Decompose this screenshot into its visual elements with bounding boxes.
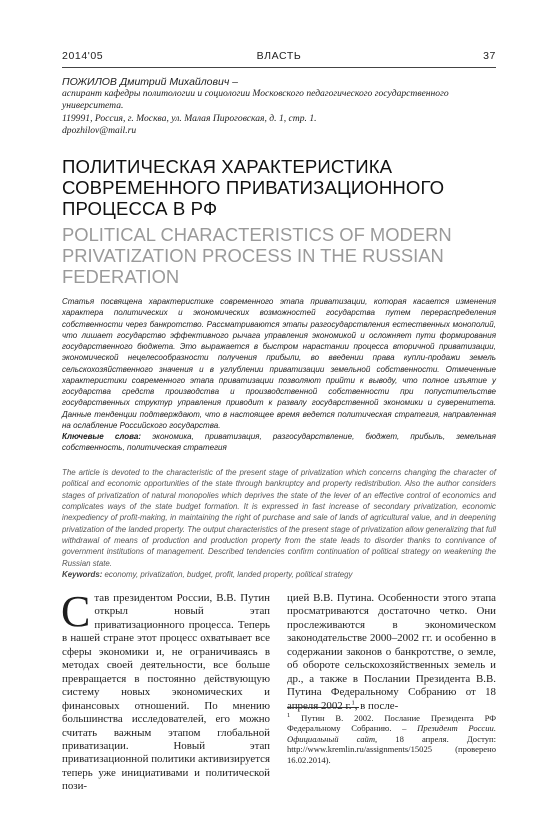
- author-name: ПОЖИЛОВ Дмитрий Михайлович –: [62, 76, 239, 88]
- body-text-left: тав президентом России, В.В. Путин открыл новый этап приватизационного процесса. Теперь в нашей стране этот процесс охватывает все сферы экономики и, не ограничиваясь в методах своей деятельности, все больше превращается в постоянно действующую систему новых экономических и финансовых отношений. По мнению большинства исследователей, его можно считать важным этапом глобальной приватизации. Новый этап приватизационной политики активизируется теперь уже инициативами и политической пози-: [62, 592, 270, 793]
- body-text-right: цией В.В. Путина. Особенности этого этапа просматриваются достаточно четко. Они прослеживаются в экономическом законодательстве 2000–2002 гг. и особенно в содержании законов о банкротстве, о земле, об обороте сельскохозяйственных земель и др., а также в Послании Президента В.В. Путина Федеральному Собранию от 18 апреля 2002 г.: [287, 592, 496, 712]
- header-divider: [62, 67, 496, 68]
- journal-name: ВЛАСТЬ: [256, 50, 302, 62]
- body-column-left: [61, 587, 270, 794]
- footnote-text-a: Путин В. 2002. Послание Президента РФ Федеральному Собранию. –: [287, 713, 496, 734]
- abstract-en: [62, 467, 496, 580]
- footnote-reference[interactable]: 1: [351, 699, 355, 706]
- keywords-en: [62, 569, 496, 580]
- abstract-ru: [62, 296, 496, 454]
- footnote-text-b: , 18 апреля. Доступ: http://www.kremlin.ru/assignments/15025 (проверено 16.02.2014).: [287, 733, 496, 765]
- abstract-ru-text: Статья посвящена характеристике современного этапа приватизации, которая касается изменения характера политических и экономических возможностей государства путем перераспределения собственности через банкротство. Рассматриваются этапы разгосударствления естественных монополий, что лишает государство эффективного рычага управления экономикой и осложняет пути формирования государственного бюджета. Это выражается в быстром нарастании процесса вторичной приватизации, экономической нецелесообразности получения прибыли, во введении права купли-продажи земель сельскохозяйственного значения и в углублении приватизации земельной собственности. Отмеченные характеристики современного этапа приватизации позволяют прийти к выводу, что полное изъятие у государства средств производства и производственной собственности при попустительстве государственных структур управления приводит к развалу государственной экономики и суверенитета. Данные тенденции подтверждают, что в настоящее время ведется политическая стратегия, направленная на ослабление Российского государства.: [62, 297, 496, 430]
- page-number: 37: [483, 50, 496, 62]
- body-column-right: [287, 592, 496, 713]
- issue-number: 2014'05: [62, 50, 104, 62]
- article-title-ru: ПОЛИТИЧЕСКАЯ ХАРАКТЕРИСТИКА СОВРЕМЕННОГО ПРИВАТИЗАЦИОННОГО ПРОЦЕССА В РФ: [62, 156, 445, 219]
- keywords-en-list: economy, privatization, budget, profit, landed property, political strategy: [104, 570, 353, 580]
- abstract-en-text: The article is devoted to the characteristic of the present stage of privatization which concerns changing the character of political and economic opportunities of the state through bankruptcy and property redistribution. Also the author considers stages of privatization of natural monopolies which deprives the state of the lever of an effective control of economics and complicates ways of the state budget formation. It is expressed in fast increase of secondary privatization, economic inexpediency of profit-making, in maintaining the right of purchase and sale of lands of agricultural value, and in deepening privatization of the landed property. The output characteristics of the present stage of privatization allow generalizing that full withdrawal of means of production and production property from the state leads to disorder thanks to connivance of government institutions of management. Described tendencies confirm continuation of political strategy on weakening the Russian state.: [62, 468, 496, 568]
- keywords-ru-label: Ключевые слова:: [62, 432, 142, 441]
- article-title-en: POLITICAL CHARACTERISTICS OF MODERN PRIVATIZATION PROCESS IN THE RUSSIAN FEDERATION: [62, 224, 452, 287]
- footnote-marker: 1: [287, 712, 291, 720]
- drop-cap: С: [61, 587, 91, 636]
- footnote-source-title: Президент России. Официальный сайт: [287, 723, 496, 744]
- body-text-right-tail: , в после-: [354, 699, 399, 712]
- footnote: [287, 713, 496, 765]
- keywords-en-label: Keywords:: [62, 570, 103, 580]
- keywords-ru: [62, 431, 496, 454]
- author-address: 119991, Россия, г. Москва, ул. Малая Пироговская, д. 1, стр. 1.: [62, 112, 317, 124]
- running-header: [62, 50, 496, 64]
- keywords-ru-list: экономика, приватизация, разгосударствление, бюджет, прибыль, земельная собственность, политическая стратегия: [62, 432, 496, 453]
- author-email[interactable]: dpozhilov@mail.ru: [62, 124, 137, 136]
- footnote-divider: [287, 707, 359, 708]
- author-block: [62, 76, 496, 137]
- author-affiliation: аспирант кафедры политологии и социологии Московского педагогического государственного университета.: [62, 88, 449, 112]
